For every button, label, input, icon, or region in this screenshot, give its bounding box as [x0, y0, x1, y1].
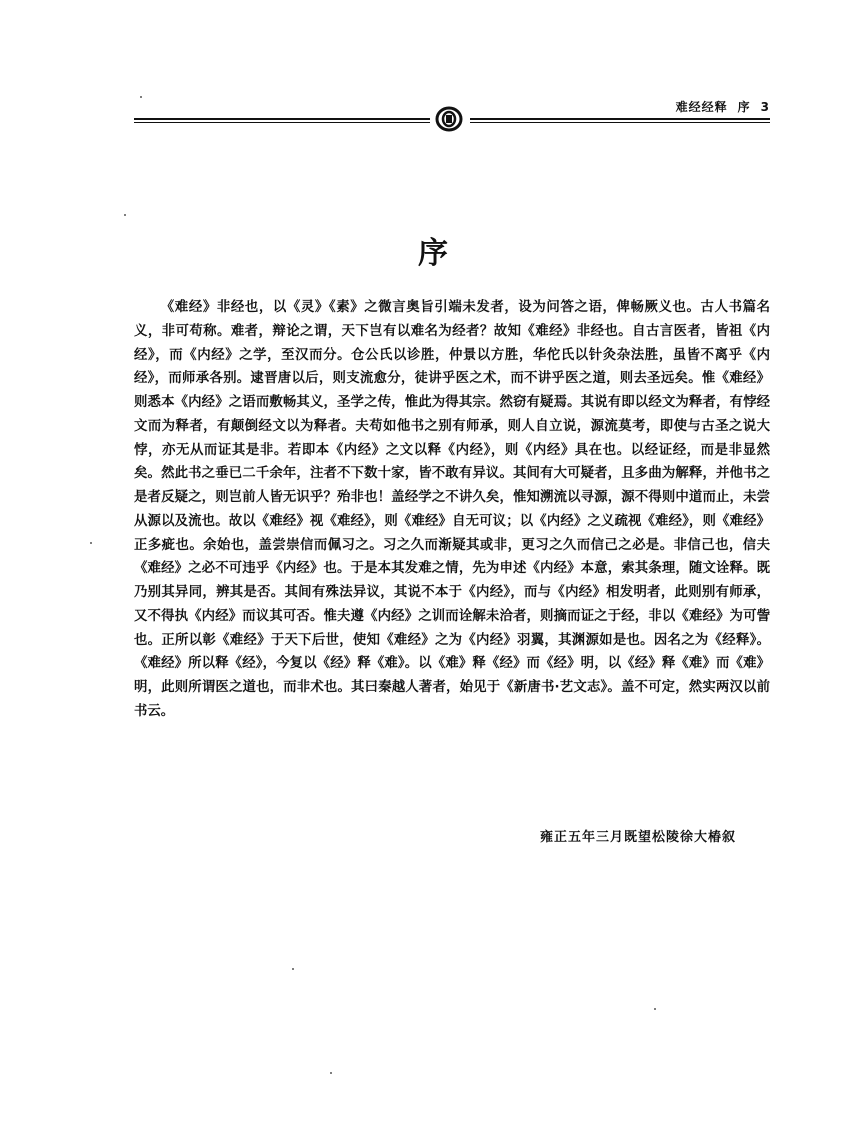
scan-speck — [124, 214, 126, 216]
header-rule-left-thin — [134, 122, 430, 123]
header-rule-right-thin — [470, 122, 770, 123]
publisher-emblem-icon — [434, 104, 464, 134]
preface-signature: 雍正五年三月既望松陵徐大椿叙 — [539, 830, 736, 845]
running-title: 难经经释 — [675, 100, 728, 114]
preface-body: 《难经》非经也，以《灵》《素》之微言奥旨引端未发者，设为问答之语，俾畅厥义也。古人书篇名义，非可苟称。难者，辩论之谓，天下岂有以难名为经者？故知《难经》非经也。自古言医者，皆祖《内经》，而《内经》之学，至汉而分。仓公氏以诊胜，仲景以方胜，华佗氏以针灸杂法胜，虽皆不离乎《内经》，而师承各别。逮晋唐以后，则支流愈分，徒讲乎医之术，而不讲乎医之道，则去圣远矣。惟《难经》则悉本《内经》之语而敷畅其义，圣学之传，惟此为得其宗。然窃有疑焉。其说有即以经文为释者，有悖经文而为释者，有颠倒经文以为释者。夫苟如他书之别有师承，则人自立说，源流莫考，即使与古圣之说大悖，亦无从而证其是非。若即本《内经》之文以释《内经》，则《内经》具在也。以经证经，而是非显然矣。然此书之垂已二千余年，注者不下数十家，皆不敢有异议。其间有大可疑者，且多曲为解释，并他书之是者反疑之，则岂前人皆无识乎？殆非也！盖经学之不讲久矣，惟知溯流以寻源，源不得则中道而止，未尝从源以及流也。故以《难经》视《难经》，则《难经》自无可议；以《内经》之义疏视《难经》，则《难经》正多疵也。余始也，盖尝崇信而佩习之。习之久而渐疑其或非，更习之久而信己之必是。非信己也，信夫《难经》之必不可违乎《内经》也。于是本其发难之情，先为申述《内经》本意，索其条理，随文诠释。既乃别其异同，辨其是否。其间有殊法异议，其说不本于《内经》，而与《内经》相发明者，此则别有师承，又不得执《内经》而议其可否。惟夫遵《内经》之训而诠解未洽者，则摘而证之于经，非以《难经》为可訾也。正所以彰《难经》于天下后世，使知《难经》之为《内经》羽翼，其渊源如是也。因名之为《经释》。《难经》所以释《经》，今复以《经》释《难》。以《难》释《经》而《经》明，以《经》释《难》而《难》明，此则所谓医之道也，而非术也。其曰秦越人著者，始见于《新唐书·艺文志》。盖不可定，然实两汉以前书云。 — [134, 300, 770, 719]
scan-speck — [140, 96, 142, 98]
running-section: 序 — [737, 100, 751, 114]
page-number: 3 — [760, 100, 770, 114]
page-title: 序 — [418, 236, 448, 271]
header-rule-left — [134, 118, 430, 120]
running-header — [600, 98, 770, 115]
scan-speck — [90, 542, 92, 544]
scan-speck — [292, 968, 294, 970]
scan-speck — [654, 1008, 656, 1010]
scan-speck — [330, 1072, 332, 1074]
header-rule-right — [470, 118, 770, 120]
